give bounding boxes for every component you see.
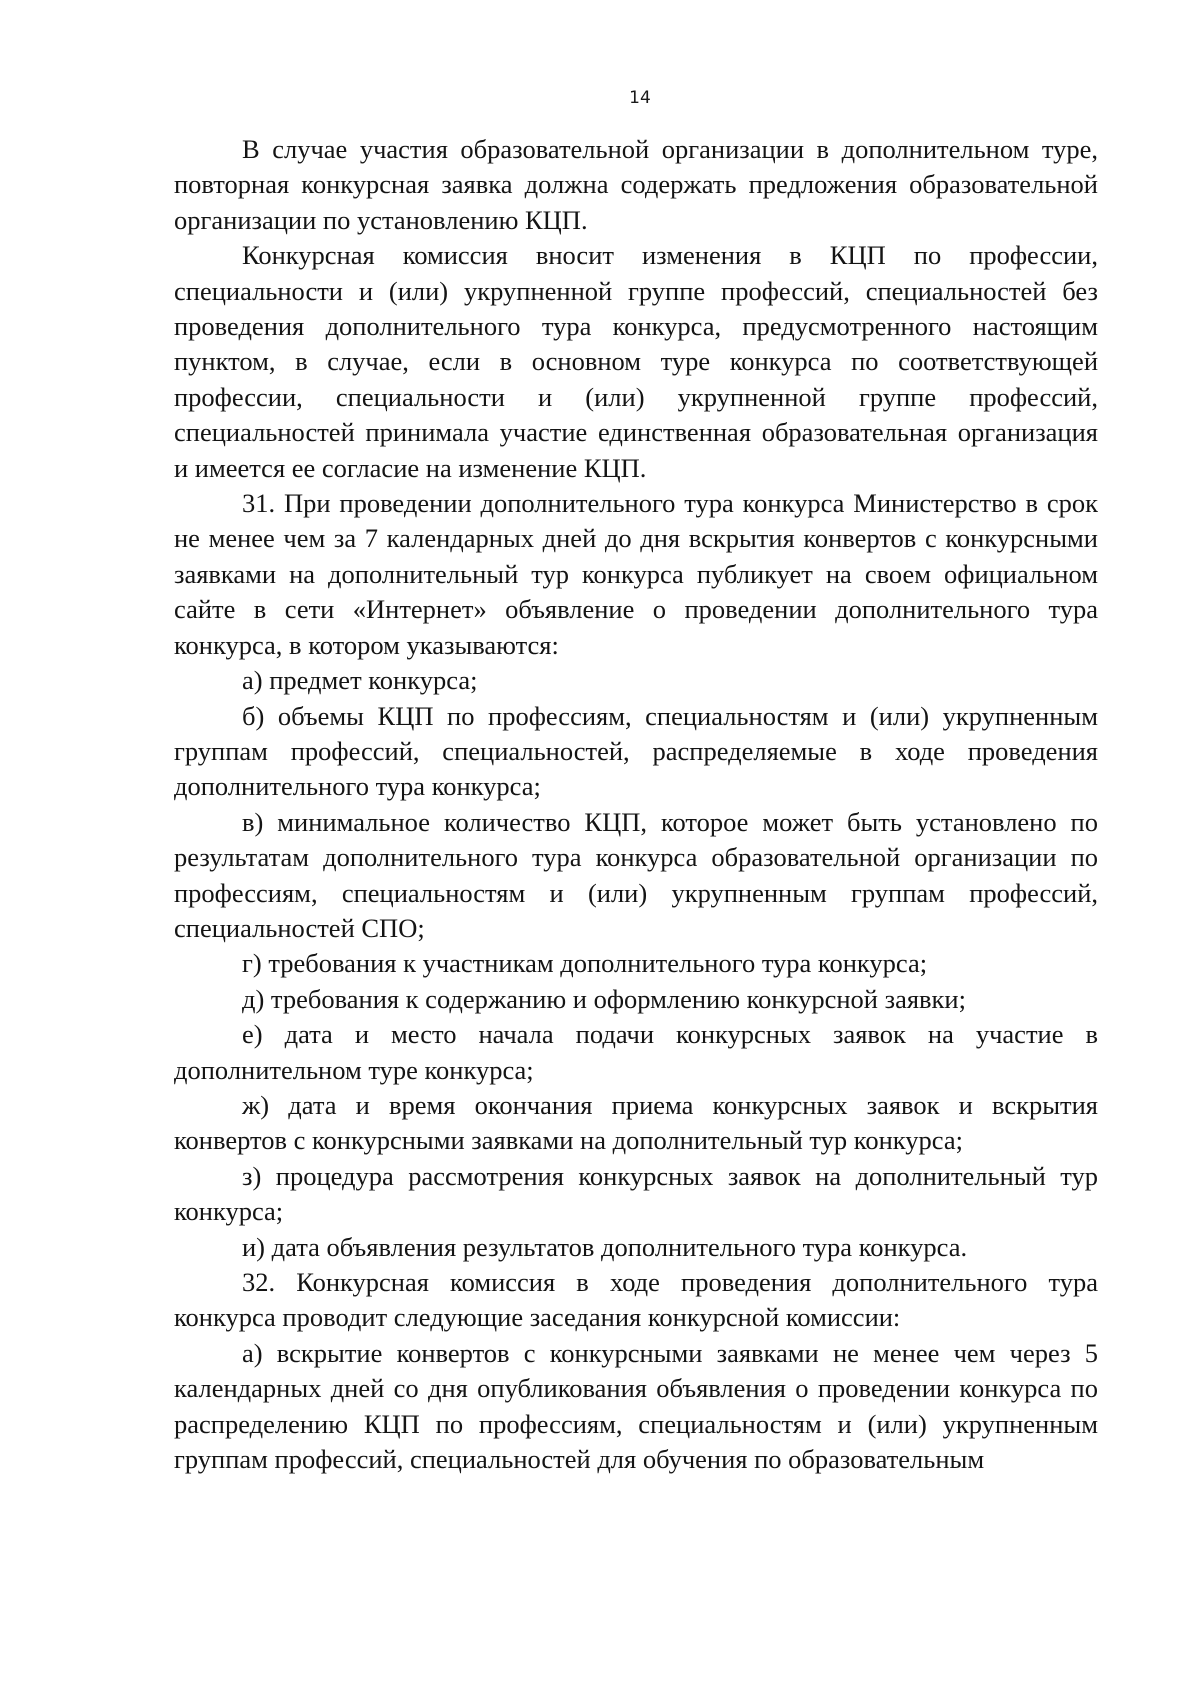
paragraph-clause-32: 32. Конкурсная комиссия в ходе проведения дополнительного тура конкурса проводит следующие заседания конкурсной комиссии:	[174, 1267, 1098, 1333]
list-item-e: е) дата и место начала подачи конкурсных заявок на участие в дополнительном туре конкурса;	[174, 1019, 1098, 1085]
document-body	[174, 132, 1098, 1477]
list-item-z: з) процедура рассмотрения конкурсных заявок на дополнительный тур конкурса;	[174, 1160, 1098, 1227]
list-item-g: г) требования к участникам дополнительного тура конкурса;	[242, 948, 928, 979]
page-number: 14	[629, 88, 651, 108]
list-item-i: и) дата объявления результатов дополнительного тура конкурса.	[242, 1231, 968, 1262]
list-item-v: в) минимальное количество КЦП, которое может быть установлено по результатам дополнительного тура конкурса образовательной организации по профессиям, специальностям и (или) укрупненным группам профессий, специальностей СПО;	[174, 806, 1098, 943]
list-item-zh: ж) дата и время окончания приема конкурсных заявок и вскрытия конвертов с конкурсными заявками на дополнительный тур конкурса;	[174, 1089, 1098, 1156]
paragraph-additional-round-application: В случае участия образовательной организации в дополнительном туре, повторная конкурсная заявка должна содержать предложения образовательной организации по установлению КЦП.	[174, 134, 1098, 235]
list-item-d: д) требования к содержанию и оформлению конкурсной заявки;	[242, 983, 966, 1014]
list-item-a: а) предмет конкурса;	[242, 665, 478, 696]
list-item-b: б) объемы КЦП по профессиям, специальностям и (или) укрупненным группам профессий, специальностей, распределяемые в ходе проведения дополнительного тура конкурса;	[174, 700, 1098, 802]
paragraph-commission-changes: Конкурсная комиссия вносит изменения в КЦП по профессии, специальности и (или) укрупненной группе профессий, специальностей без проведения дополнительного тура конкурса, предусмотренного настоящим пунктом, в случае, если в основном туре конкурса по соответствующей профессии, специальности и (или) укрупненной группе профессий, специальностей принимала участие единственная образовательная организация и имеется ее согласие на изменение КЦП.	[174, 240, 1098, 483]
paragraph-clause-31: 31. При проведении дополнительного тура конкурса Министерство в срок не менее чем за 7 календарных дней до дня вскрытия конвертов с конкурсными заявками на дополнительный тур конкурса публикует на своем официальном сайте в сети «Интернет» объявление о проведении дополнительного тура конкурса, в котором указываются:	[174, 488, 1098, 660]
list-item-a-opening-envelopes: а) вскрытие конвертов с конкурсными заявками не менее чем через 5 календарных дней со дня опубликования объявления о проведении конкурса по распределению КЦП по профессиям, специальностям и (или) укрупненным группам профессий, специальностей для обучения по образовательным	[174, 1337, 1098, 1475]
